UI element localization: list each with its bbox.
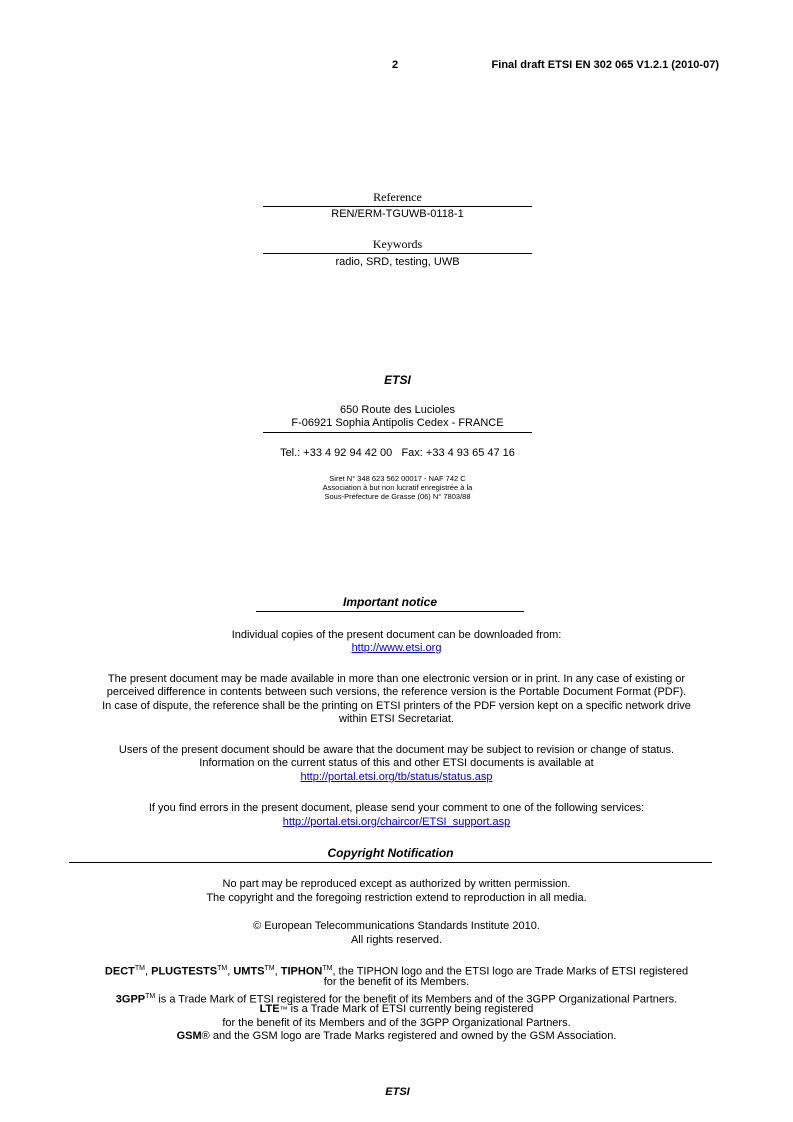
tm-plugtests: PLUGTESTS — [151, 965, 218, 978]
notice-para1-line4: within ETSI Secretariat. — [339, 713, 454, 725]
tm-superscript: TM — [217, 965, 228, 972]
trademark-line6-text: ® and the GSM logo are Trade Marks registered and owned by the GSM Association. — [201, 1030, 617, 1042]
siret-line3: Sous-Préfecture de Grasse (06) N° 7803/88 — [324, 492, 471, 501]
trademark-line2: for the benefit of its Members. — [323, 976, 470, 988]
footer-etsi: ETSI — [385, 1086, 410, 1098]
tm-umts: UMTS — [233, 965, 265, 978]
copyright-line4: All rights reserved. — [350, 934, 443, 946]
notice-para1-line2: perceived difference in contents between such versions, the reference version is the Portable Document Format (PDF). — [106, 686, 687, 698]
reference-label: Reference — [373, 190, 422, 204]
address-rule — [263, 432, 532, 433]
notice-para1-line3: In case of dispute, the reference shall be the printing on ETSI printers of the PDF version kept on a specific network drive — [102, 700, 691, 712]
keywords-rule — [263, 253, 532, 254]
copyright-rule — [69, 862, 712, 863]
trademark-line3-text: is a Trade Mark of ETSI registered for the benefit of its Members and of the 3GPP Organizational Partners. — [155, 993, 678, 1006]
etsi-address-line2: F-06921 Sophia Antipolis Cedex - FRANCE — [291, 417, 504, 429]
copyright-line3: © European Telecommunications Standards Institute 2010. — [253, 920, 540, 932]
etsi-name: ETSI — [384, 373, 411, 387]
reference-value: REN/ERM-TGUWB-0118-1 — [331, 208, 464, 220]
trademark-line1-text: , the TIPHON logo and the ETSI logo are Trade Marks of ETSI registered — [332, 965, 689, 978]
etsi-website-link[interactable]: http://www.etsi.org — [351, 642, 442, 654]
page-number: 2 — [392, 59, 399, 71]
tm-symbol: ™ — [279, 1005, 288, 1014]
copyright-line1: No part may be reproduced except as authorized by written permission. — [222, 878, 571, 890]
tm-dect: DECT — [104, 965, 135, 978]
trademark-line5: for the benefit of its Members and of the 3GPP Organizational Partners. — [222, 1017, 571, 1029]
keywords-value: radio, SRD, testing, UWB — [335, 256, 460, 268]
tm-superscript: TM — [145, 993, 156, 1000]
tm-superscript: TM — [264, 965, 275, 972]
tm-lte: LTE — [259, 1003, 280, 1015]
important-notice-rule — [256, 611, 524, 612]
keywords-label: Keywords — [372, 237, 423, 251]
notice-para3: If you find errors in the present document, please send your comment to one of the following services: — [148, 802, 645, 814]
tm-superscript: TM — [134, 965, 145, 972]
copyright-title: Copyright Notification — [327, 846, 454, 860]
trademark-line6 — [20, 1030, 773, 1043]
siret-line2: Association à but non lucratif enregistrée à la — [322, 483, 473, 492]
trademark-line1: DECT™, PLUGTESTS™, UMTS™, TIPHON™, the TIPHON logo and the ETSI logo are Trade Marks of ETSI registered — [104, 965, 689, 978]
document-title: Final draft ETSI EN 302 065 V1.2.1 (2010-07) — [491, 59, 719, 71]
reference-rule — [263, 206, 532, 207]
tm-gsm: GSM — [176, 1030, 202, 1042]
notice-para2-line1: Users of the present document should be aware that the document may be subject to revision or change of status. — [118, 744, 675, 756]
status-link[interactable]: http://portal.etsi.org/tb/status/status.asp — [300, 771, 493, 783]
siret-line1: Siret N° 348 623 562 00017 - NAF 742 C — [329, 474, 466, 483]
download-text: Individual copies of the present document can be downloaded from: — [231, 629, 562, 641]
notice-para2-line2: Information on the current status of this and other ETSI documents is available at — [199, 757, 594, 769]
tm-3gpp: 3GPP — [115, 993, 146, 1006]
trademark-line4-text: is a Trade Mark of ETSI currently being registered — [287, 1003, 534, 1015]
copyright-line2: The copyright and the foregoing restriction extend to reproduction in all media. — [206, 892, 587, 904]
etsi-address-line1: 650 Route des Lucioles — [340, 404, 455, 416]
support-link[interactable]: http://portal.etsi.org/chaircor/ETSI_support.asp — [282, 816, 511, 828]
tm-superscript: TM — [322, 965, 333, 972]
tm-tiphon: TIPHON — [280, 965, 323, 978]
trademark-line4 — [20, 1003, 773, 1016]
etsi-tel-fax: Tel.: +33 4 92 94 42 00 Fax: +33 4 93 65 47 16 — [280, 447, 515, 459]
important-notice-title: Important notice — [342, 595, 437, 609]
notice-para1-line1: The present document may be made available in more than one electronic version or in print. In any case of existing or — [107, 673, 686, 685]
